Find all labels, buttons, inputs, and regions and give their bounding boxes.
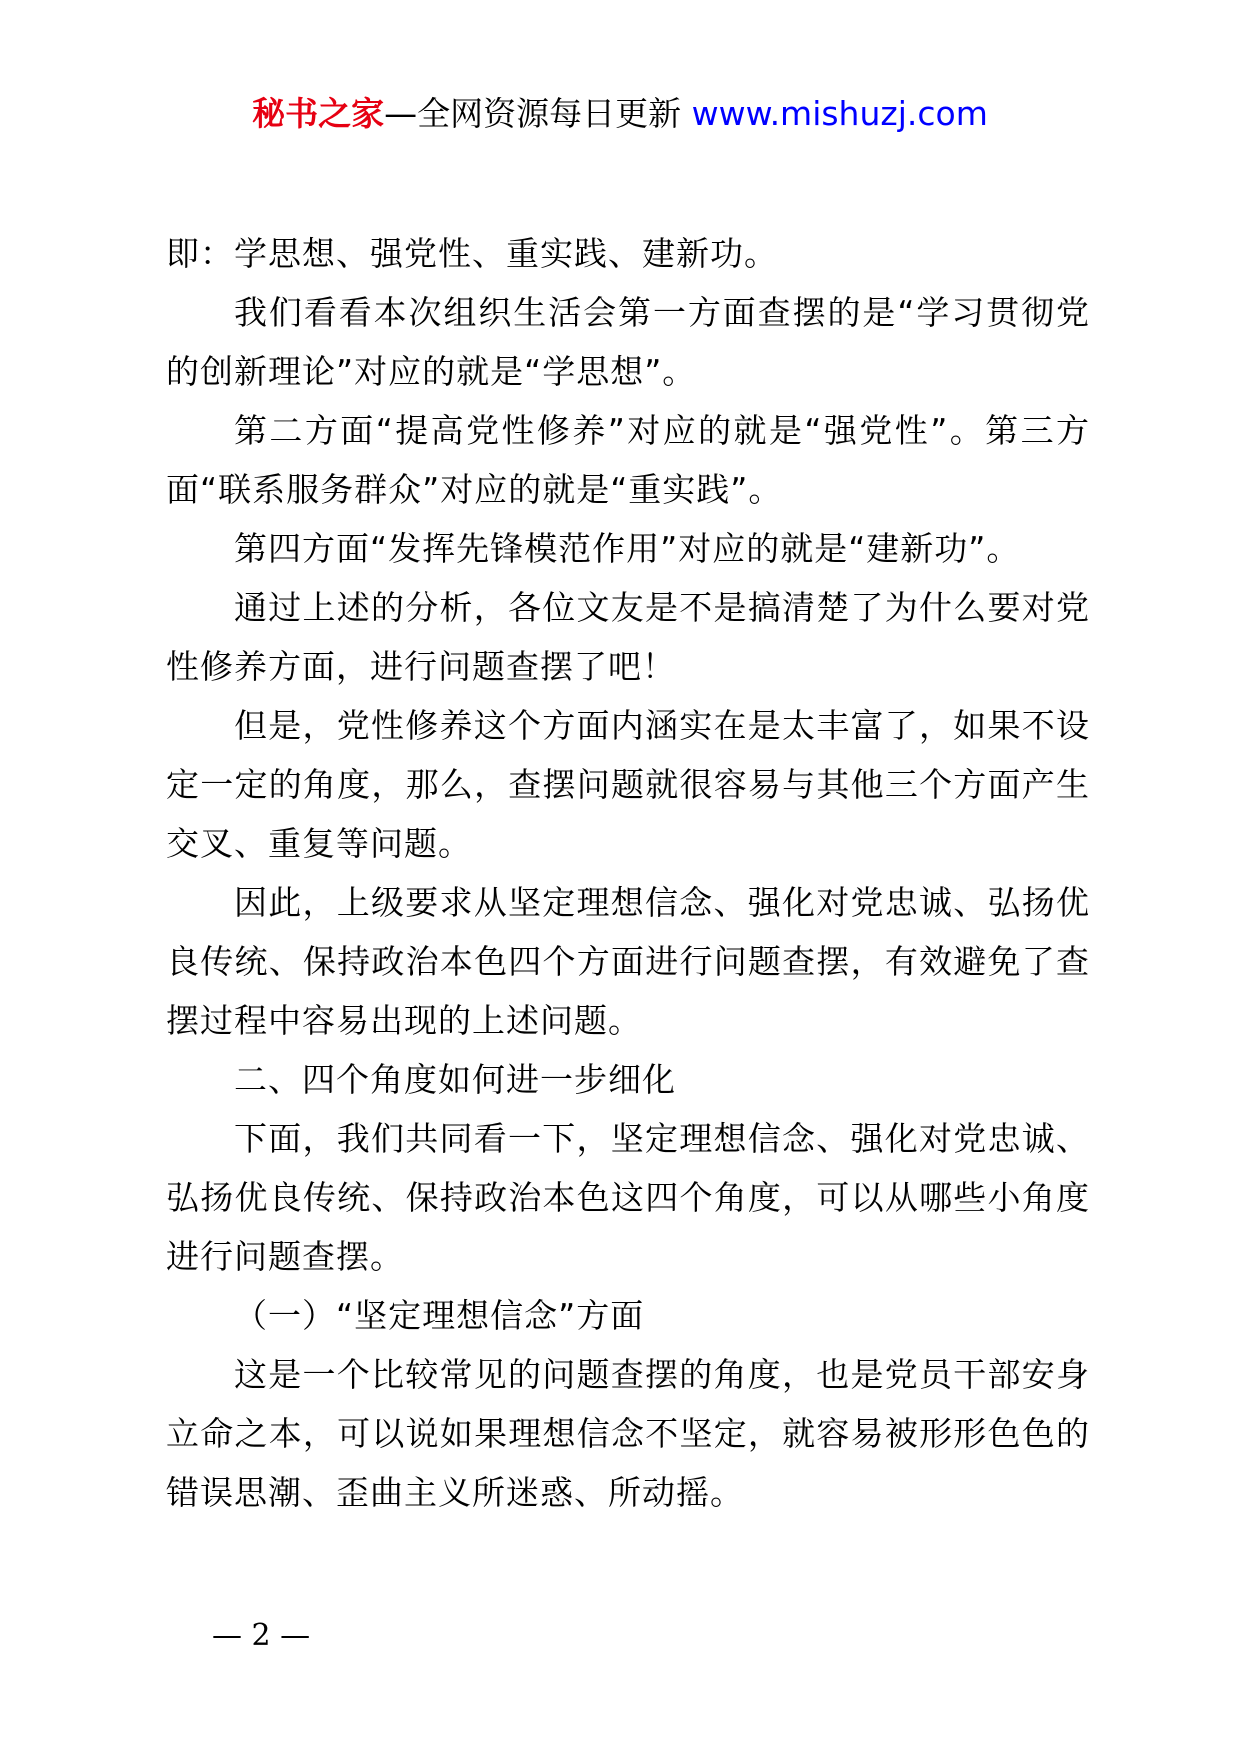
document-body	[166, 224, 1090, 1522]
header-slogan: —全网资源每日更新	[384, 94, 692, 133]
section-heading: 二、四个角度如何进一步细化	[234, 1060, 676, 1099]
brand-name: 秘书之家	[252, 94, 385, 133]
paragraph: 我们看看本次组织生活会第一方面查摆的是“学习贯彻党的创新理论”对应的就是“学思想”。	[166, 293, 1090, 391]
site-header	[0, 92, 1240, 136]
paragraph: 通过上述的分析，各位文友是不是搞清楚了为什么要对党性修养方面，进行问题查摆了吧！	[166, 588, 1090, 686]
paragraph: 第四方面“发挥先锋模范作用”对应的就是“建新功”。	[234, 529, 1021, 568]
paragraph: 这是一个比较常见的问题查摆的角度，也是党员干部安身立命之本，可以说如果理想信念不坚定，就容易被形形色色的错误思潮、歪曲主义所迷惑、所动摇。	[166, 1355, 1090, 1512]
subsection-heading: （一）“坚定理想信念”方面	[234, 1296, 645, 1335]
paragraph: 但是，党性修养这个方面内涵实在是太丰富了，如果不设定一定的角度，那么，查摆问题就很容易与其他三个方面产生交叉、重复等问题。	[166, 706, 1090, 863]
paragraph: 第二方面“提高党性修养”对应的就是“强党性”。第三方面“联系服务群众”对应的就是“重实践”。	[166, 411, 1090, 509]
site-url-link[interactable]: www.mishuzj.com	[691, 94, 988, 133]
page-number: — 2 —	[212, 1618, 311, 1653]
paragraph-summary: 即：学思想、强党性、重实践、建新功。	[166, 234, 778, 273]
paragraph: 下面，我们共同看一下，坚定理想信念、强化对党忠诚、弘扬优良传统、保持政治本色这四个角度，可以从哪些小角度进行问题查摆。	[166, 1119, 1090, 1276]
paragraph: 因此，上级要求从坚定理想信念、强化对党忠诚、弘扬优良传统、保持政治本色四个方面进行问题查摆，有效避免了查摆过程中容易出现的上述问题。	[166, 883, 1090, 1040]
